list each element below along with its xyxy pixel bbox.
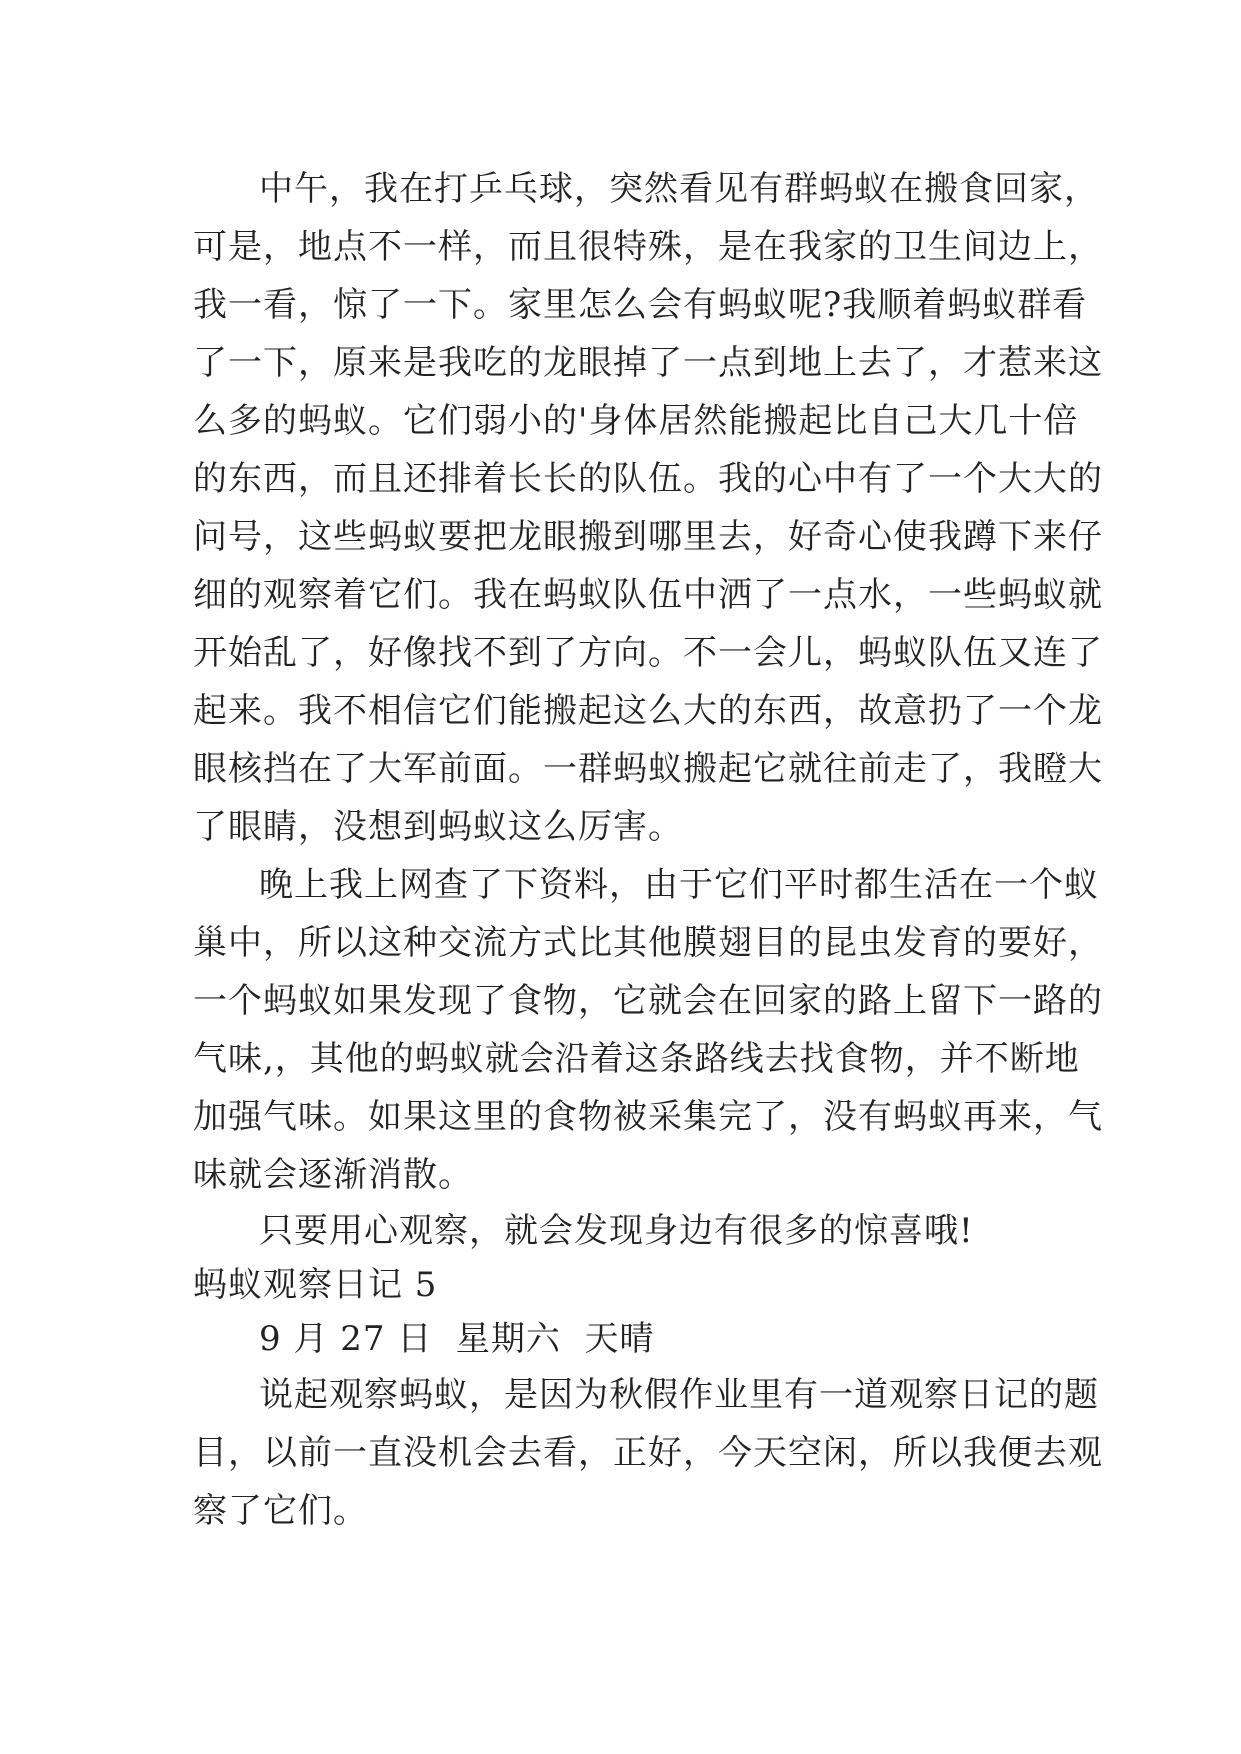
paragraph-line: 了一下，原来是我吃的龙眼掉了一点到地上去了，才惹来这: [193, 343, 1103, 383]
paragraph-line: 的东西，而且还排着长长的队伍。我的心中有了一个大大的: [193, 459, 1103, 499]
diary-date-line: 9 月 27 日 星期六 天晴: [259, 1319, 655, 1359]
paragraph-line: 一个蚂蚁如果发现了食物，它就会在回家的路上留下一路的: [193, 981, 1103, 1021]
paragraph-line: 细的观察着它们。我在蚂蚁队伍中洒了一点水，一些蚂蚁就: [193, 575, 1103, 615]
paragraph-line: 么多的蚂蚁。它们弱小的'身体居然能搬起比自己大几十倍: [193, 401, 1079, 441]
paragraph-line: 我一看，惊了一下。家里怎么会有蚂蚁呢?我顺着蚂蚁群看: [193, 285, 1088, 325]
paragraph-line: 察了它们。: [193, 1491, 368, 1531]
paragraph-line: 加强气味。如果这里的食物被采集完了，没有蚂蚁再来，气: [193, 1097, 1103, 1137]
paragraph-line: 起来。我不相信它们能搬起这么大的东西，故意扔了一个龙: [193, 691, 1103, 731]
paragraph-line: 问号，这些蚂蚁要把龙眼搬到哪里去，好奇心使我蹲下来仔: [193, 517, 1103, 557]
document-body: [193, 160, 1103, 1540]
paragraph-line: 目，以前一直没机会去看，正好，今天空闲，所以我便去观: [193, 1433, 1103, 1473]
paragraph-line: 气味,，其他的蚂蚁就会沿着这条路线去找食物，并不断地: [193, 1039, 1080, 1079]
paragraph-line: 眼核挡在了大军前面。一群蚂蚁搬起它就往前走了，我瞪大: [193, 749, 1103, 789]
paragraph-line: 开始乱了，好像找不到了方向。不一会儿，蚂蚁队伍又连了: [193, 633, 1103, 673]
paragraph-line: 说起观察蚂蚁，是因为秋假作业里有一道观察日记的题: [259, 1375, 1099, 1415]
paragraph-line: 晚上我上网查了下资料，由于它们平时都生活在一个蚁: [259, 865, 1099, 905]
paragraph-line: 了眼睛，没想到蚂蚁这么厉害。: [193, 807, 683, 847]
paragraph-line: 巢中，所以这种交流方式比其他膜翅目的昆虫发育的要好，: [193, 923, 1103, 963]
paragraph-line: 可是，地点不一样，而且很特殊，是在我家的卫生间边上，: [193, 227, 1103, 267]
paragraph-line: 只要用心观察，就会发现身边有很多的惊喜哦!: [259, 1211, 974, 1251]
section-heading: 蚂蚁观察日记 5: [193, 1265, 438, 1305]
paragraph-line: 中午，我在打乒乓球，突然看见有群蚂蚁在搬食回家，: [259, 169, 1099, 209]
paragraph-line: 味就会逐渐消散。: [193, 1155, 473, 1195]
